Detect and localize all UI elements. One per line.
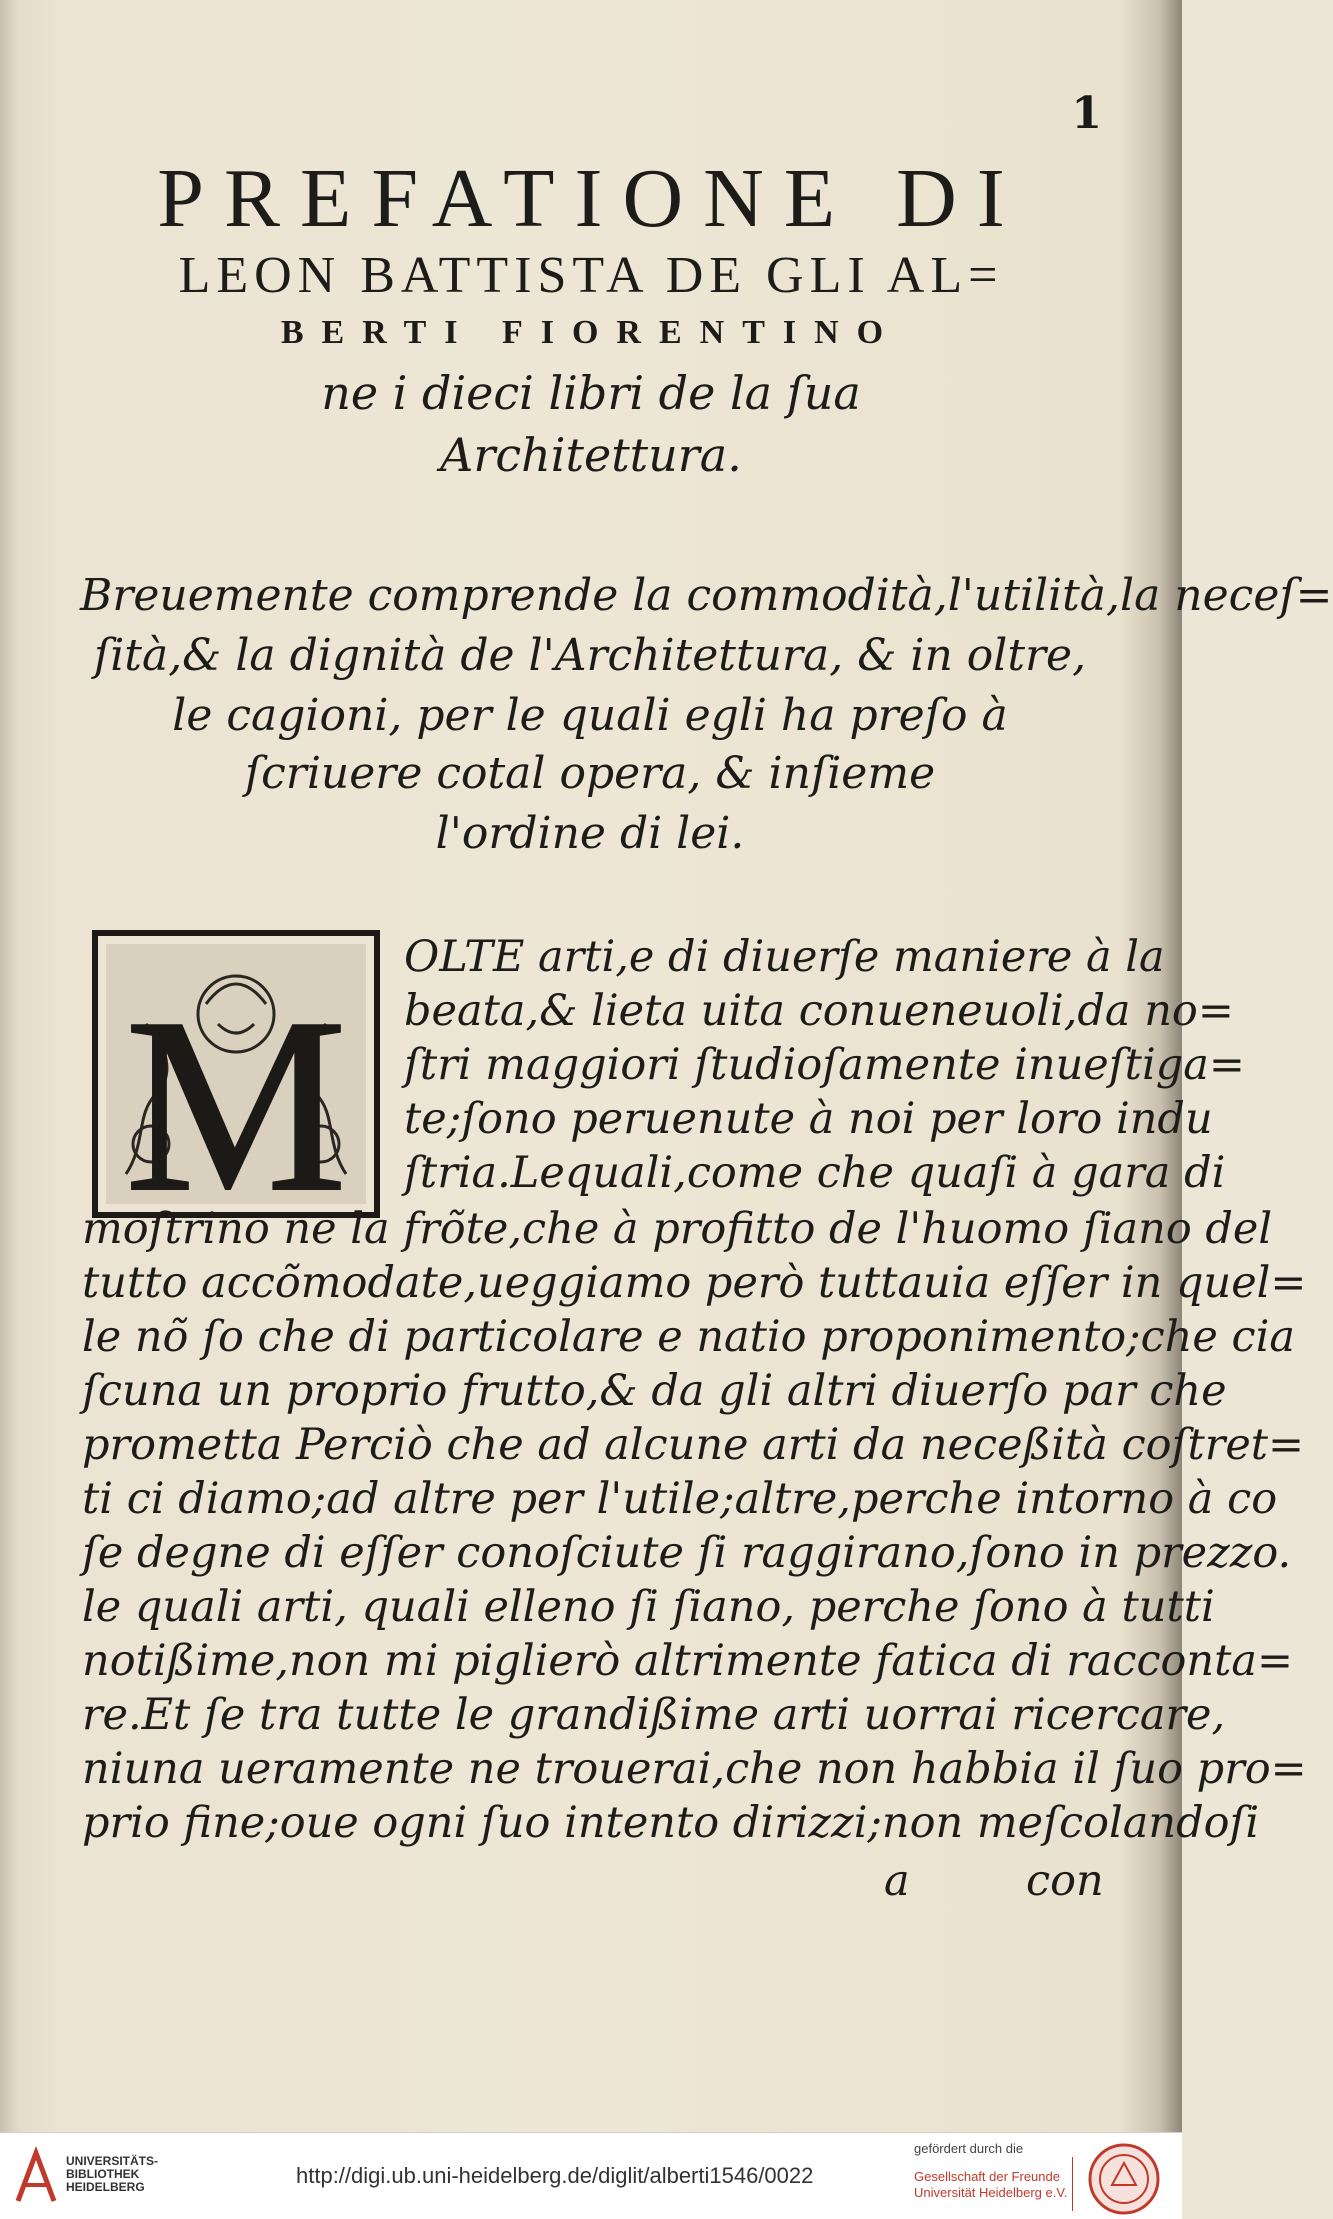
sponsor-seal-icon	[1086, 2141, 1162, 2217]
page-url-link[interactable]: http://digi.ub.uni-heidelberg.de/diglit/alberti1546/0022	[296, 2163, 814, 2188]
summary-line: l'ordine di lei.	[435, 808, 745, 859]
title-line-5: Architettura.	[440, 428, 742, 482]
drop-cap-woodcut	[92, 930, 380, 1244]
body-line: ſcuna un proprio frutto,& da gli altri diuerſo par che	[82, 1366, 1227, 1416]
summary-line: le cagioni, per le quali egli ha preſo à	[172, 690, 1008, 741]
body-line: notißime,non mi piglierò altrimente fatica di racconta=	[82, 1636, 1294, 1686]
body-line: le nõ ſo che di particolare e natio proponimento;che cia	[82, 1312, 1296, 1362]
body-line: ſtria.Lequali,come che quaſi à gara di	[404, 1148, 1226, 1198]
body-line: niuna ueramente ne trouerai,che non habbia il ſuo pro=	[82, 1744, 1307, 1794]
body-line: ſe degne di eſſer conoſciute ſi raggirano,ſono in prezzo.	[82, 1528, 1292, 1578]
drop-cap-letter: M	[124, 967, 348, 1244]
catchword: con	[1026, 1856, 1104, 1906]
page-number: 1	[1071, 88, 1102, 139]
signature-mark: a	[884, 1856, 910, 1906]
sponsor-name: Gesellschaft der Freunde Universität Heidelberg e.V.	[914, 2169, 1068, 2200]
body-line: beata,& lieta uita conueneuoli,da no=	[404, 986, 1234, 1036]
body-line: prio fine;oue ogni ſuo intento dirizzi;non meſcolandoſi	[82, 1798, 1260, 1848]
body-line: le quali arti, quali elleno ſi ſiano, perche ſono à tutti	[82, 1582, 1215, 1632]
viewer-footer	[0, 2132, 1182, 2219]
body-line: ſtri maggiori ſtudioſamente inueſtiga=	[404, 1040, 1245, 1090]
institution-name: UNIVERSITÄTS-BIBLIOTHEK HEIDELBERG	[66, 2154, 159, 2194]
title-line-2: LEON BATTISTA DE GLI AL=	[178, 247, 1004, 304]
body-line: tutto accõmodate,ueggiamo però tuttauia eſſer in quel=	[82, 1258, 1307, 1308]
body-line: te;ſono peruenute à noi per loro indu	[404, 1094, 1213, 1144]
sponsor-divider	[1072, 2157, 1073, 2211]
summary-line: Breuemente comprende la commodità,l'utilità,la neceſ=	[80, 570, 1333, 621]
title-line-3: BERTI FIORENTINO	[280, 314, 902, 351]
summary-line: ſità,& la dignità de l'Architettura, & in oltre,	[93, 630, 1087, 681]
body-line: re.Et ſe tra tutte le grandißime arti uorrai ricercare,	[82, 1690, 1226, 1740]
body-line: moſtrino ne la frõte,che à profitto de l'huomo ſiano del	[82, 1204, 1273, 1254]
summary-line: ſcriuere cotal opera, & inſieme	[244, 748, 936, 799]
university-library-logo-icon	[14, 2147, 58, 2205]
title-line-4: ne i dieci libri de la ſua	[321, 366, 861, 420]
woodcut-ornament-icon	[106, 944, 366, 1244]
sponsor-label: gefördert durch die	[914, 2141, 1024, 2156]
body-line: ti ci diamo;ad altre per l'utile;altre,perche intorno à co	[82, 1474, 1278, 1524]
body-line: OLTE arti,e di diuerſe maniere à la	[404, 932, 1165, 982]
title-line-1: PREFATIONE DI	[157, 152, 1025, 245]
body-line: prometta Perciò che ad alcune arti da neceßità coſtret=	[82, 1420, 1305, 1470]
